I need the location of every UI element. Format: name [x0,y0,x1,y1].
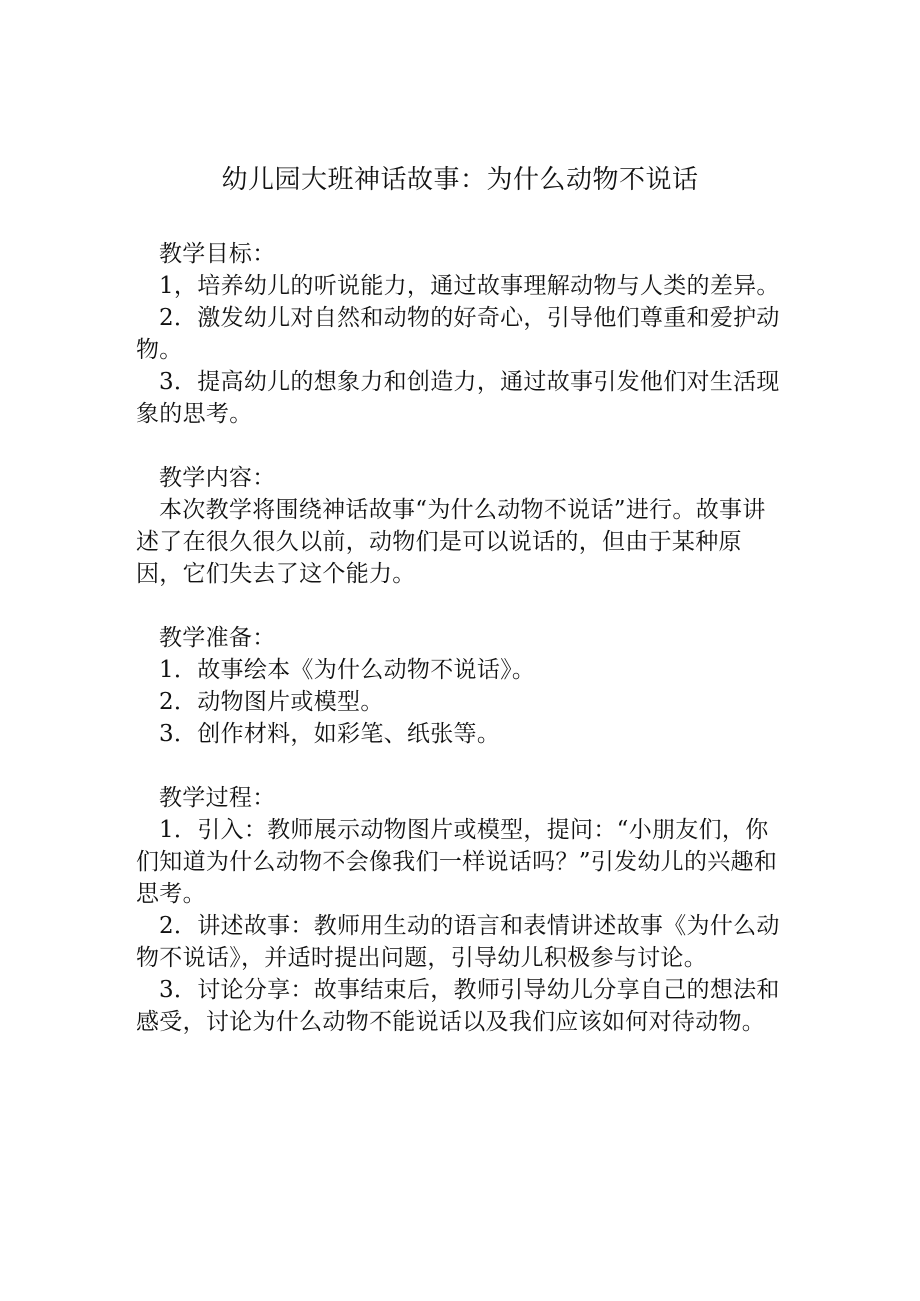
document-body [136,238,786,1038]
section-teaching-content [136,462,786,590]
list-item: 2．激发幼儿对自然和动物的好奇心，引导他们尊重和爱护动物。 [136,305,780,363]
section-heading: 教学目标： [159,241,276,267]
paragraph: 本次教学将围绕神话故事“为什么动物不说话”进行。故事讲述了在很久很久以前，动物们是可以说话的，但由于某种原因，它们失去了这个能力。 [136,497,766,587]
section-heading: 教学准备： [159,625,276,651]
list-item: 1．故事绘本《为什么动物不说话》。 [159,657,536,683]
section-heading: 教学内容： [159,465,276,491]
list-item: 2．讲述故事：教师用生动的语言和表情讲述故事《为什么动物不说话》，并适时提出问题，引导幼儿积极参与讨论。 [136,913,780,971]
list-item: 3．创作材料，如彩笔、纸张等。 [159,721,501,747]
list-item: 2．动物图片或模型。 [159,689,384,715]
section-teaching-goals [136,238,786,430]
section-heading: 教学过程： [159,785,276,811]
section-teaching-preparation [136,622,786,750]
list-item: 1．引入：教师展示动物图片或模型，提问：“小朋友们，你们知道为什么动物不会像我们一样说话吗？”引发幼儿的兴趣和思考。 [136,817,778,907]
list-item: 3．讨论分享：故事结束后，教师引导幼儿分享自己的想法和感受，讨论为什么动物不能说话以及我们应该如何对待动物。 [136,977,780,1035]
section-teaching-process [136,782,786,1038]
document-title: 幼儿园大班神话故事：为什么动物不说话 [221,165,699,195]
list-item: 1，培养幼儿的听说能力，通过故事理解动物与人类的差异。 [159,273,780,299]
list-item: 3．提高幼儿的想象力和创造力，通过故事引发他们对生活现象的思考。 [136,369,780,427]
